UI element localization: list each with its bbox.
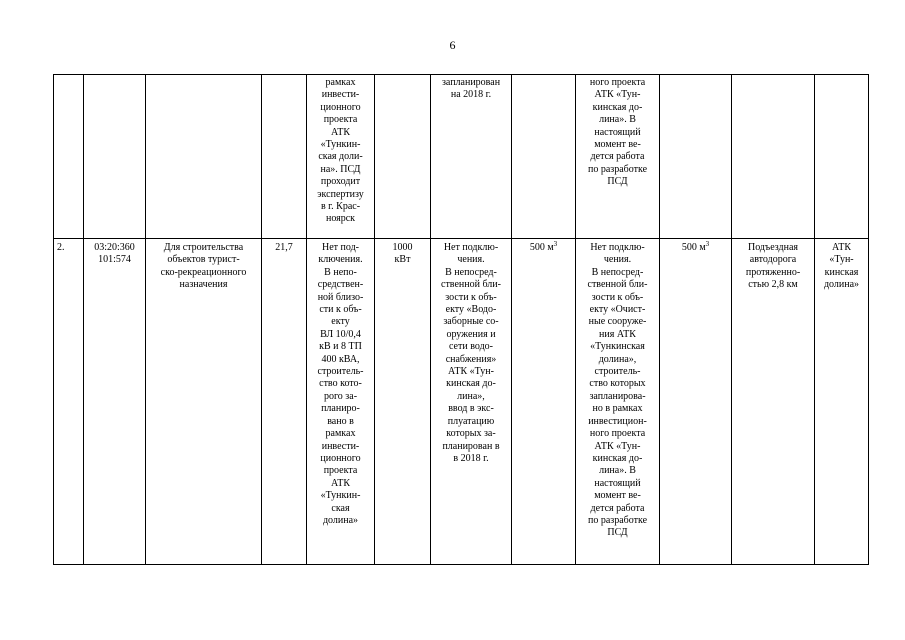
cell (732, 75, 815, 239)
page-number: 6 (449, 38, 456, 52)
cell-sewer-continuation: ного проекта АТК «Тун- кинская до- лина». В настоящий момент ве- дется работа по разработке ПСД (576, 75, 660, 239)
water-capacity-unit-power: 3 (553, 240, 558, 248)
cell-electricity-capacity: 1000 кВт (375, 239, 431, 565)
cell-electricity-continuation: рамках инвести- ционного проекта АТК «Тункин- ская доли- на». ПСД проходит экспертизу в г. Крас- ноярск (307, 75, 375, 239)
cell (84, 75, 146, 239)
cell-investment-project: АТК «Тун- кинская долина» (815, 239, 869, 565)
cell-electricity-status: Нет под- ключения. В непо- средствен- ной близо- сти к объ- екту ВЛ 10/0,4 кВ и 8 ТП 400 кВА, строитель- ство кото- рого за- планиро- вано в рамках инвести- ционного проекта АТК «Тункин- ская долина» (307, 239, 375, 565)
cell-cadastral-number: 03:20:360 101:574 (84, 239, 146, 565)
cell (375, 75, 431, 239)
cell (660, 75, 732, 239)
cell (146, 75, 262, 239)
cell (512, 75, 576, 239)
cell (262, 75, 307, 239)
cell-water-continuation: запланирован на 2018 г. (431, 75, 512, 239)
cell-sewer-capacity (660, 239, 732, 565)
cell-road: Подъездная автодорога протяженно- стью 2,8 км (732, 239, 815, 565)
cell-area: 21,7 (262, 239, 307, 565)
land-plots-table (53, 74, 869, 565)
table-row (54, 239, 869, 565)
cell (54, 75, 84, 239)
cell-purpose: Для строительства объектов турист- ско-рекреационного назначения (146, 239, 262, 565)
table-row-continuation (54, 75, 869, 239)
cell (815, 75, 869, 239)
cell-row-number: 2. (54, 239, 84, 565)
sewer-capacity-unit-power: 3 (705, 240, 710, 248)
cell-water-status: Нет подклю- чения. В непосред- ственной бли- зости к объ- екту «Водо- заборные со- оружения и сети водо- снабжения» АТК «Тун- кинская до- лина», ввод в экс- плуатацию которых за- планирован в в 2018 г. (431, 239, 512, 565)
water-capacity-value: 500 м (529, 242, 554, 253)
cell-sewer-status: Нет подклю- чения. В непосред- ственной бли- зости к объ- екту «Очист- ные сооруже- ния АТК «Тункинская долина», строитель- ство которых запланирова- но в рамках инвестицион- ного проекта АТК «Тун- кинская до- лина». В настоящий момент ве- дется работа по разработке ПСД (576, 239, 660, 565)
cell-water-capacity (512, 239, 576, 565)
sewer-capacity-value: 500 м (681, 242, 706, 253)
